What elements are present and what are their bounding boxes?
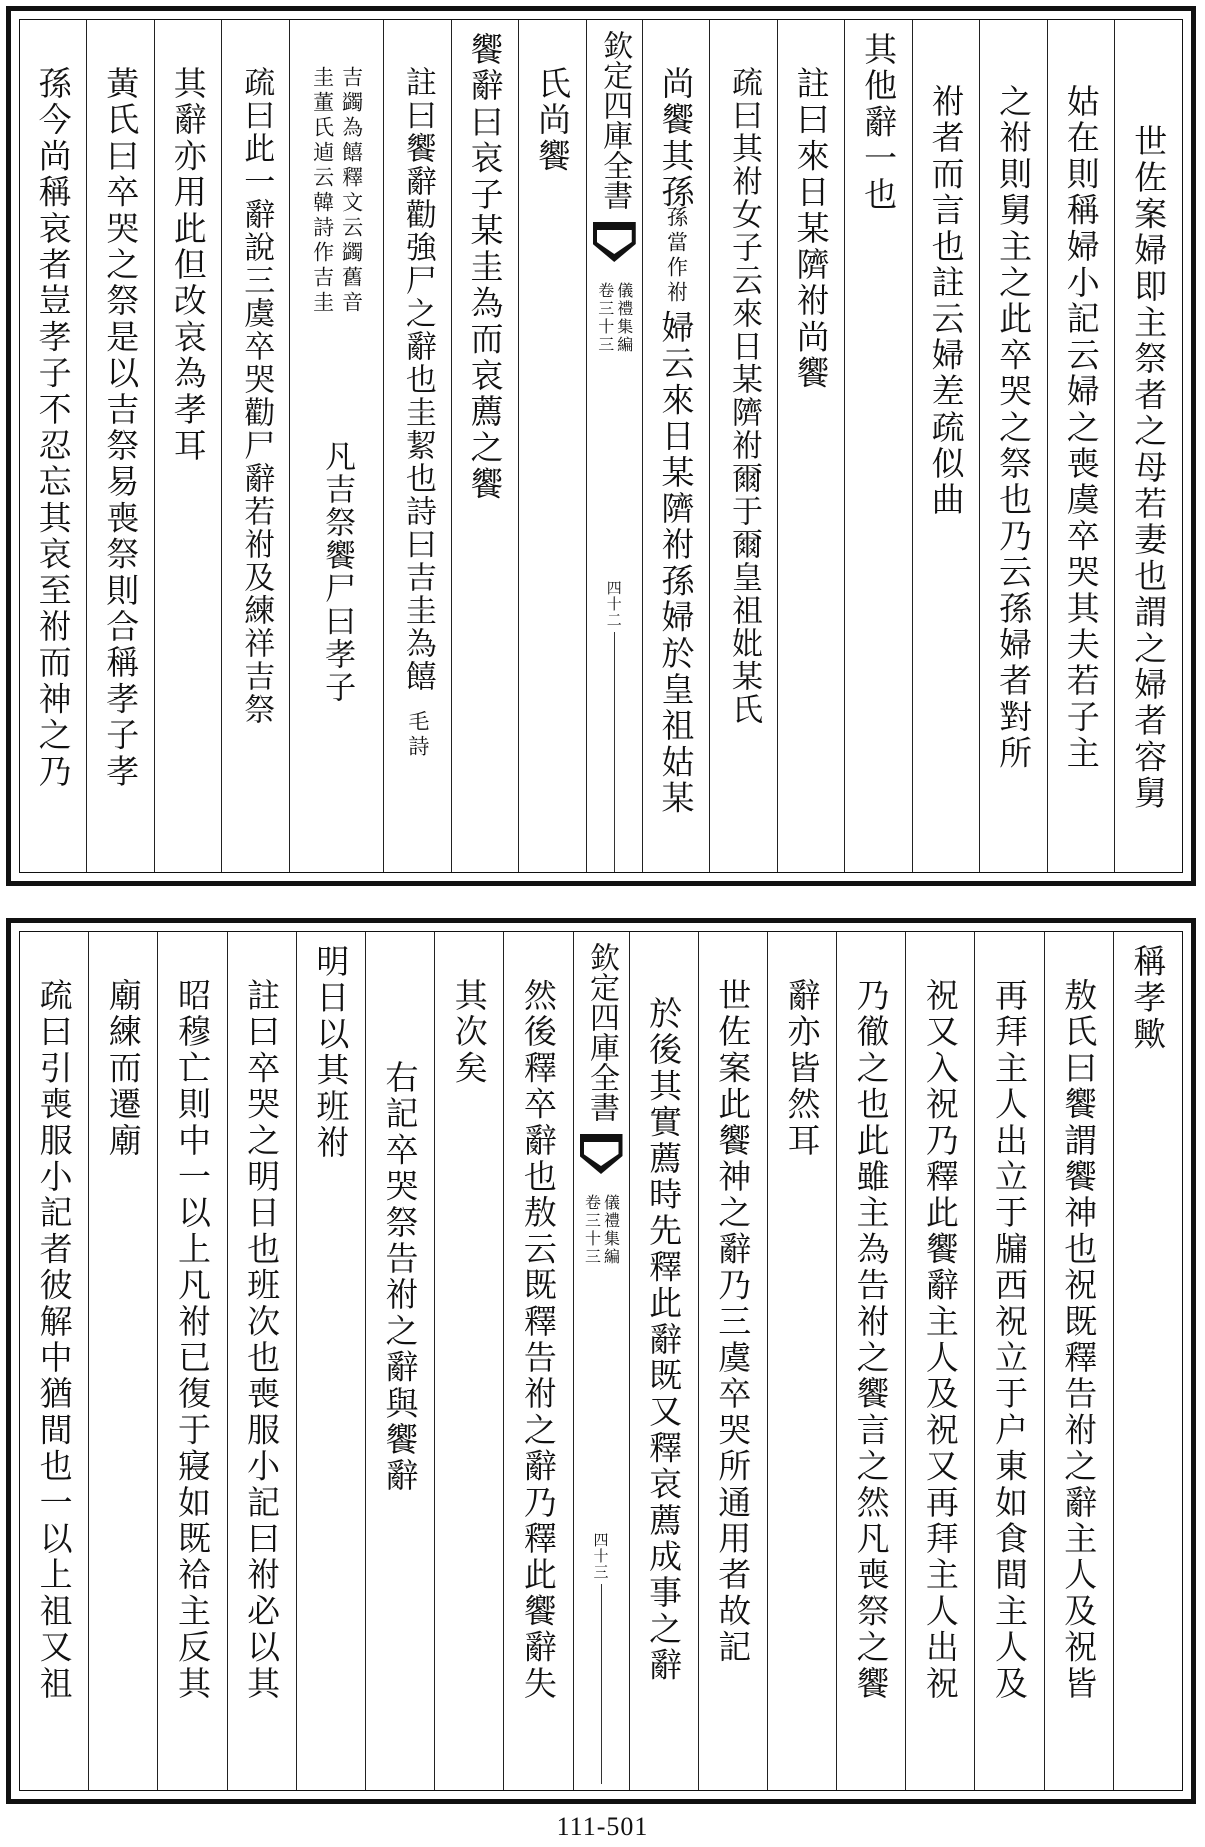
text-column	[366, 932, 435, 1790]
text-column	[778, 20, 846, 872]
page-number: 四十二	[604, 580, 623, 628]
main-text: 其次矣	[449, 978, 489, 1087]
text-column	[384, 20, 452, 872]
main-text: 註曰來日某隮祔尚饗	[791, 66, 831, 392]
text-column	[845, 20, 913, 872]
main-text: 廟練而遷廟	[103, 978, 143, 1159]
inline-note	[290, 66, 383, 316]
text-column	[913, 20, 981, 872]
collection-title: 儀禮集編	[601, 1194, 621, 1266]
text-column	[155, 20, 223, 872]
text-column	[158, 932, 227, 1790]
volume-number: 卷三十三	[582, 1194, 602, 1266]
note-text: 吉蠲為饎釋文云蠲舊音	[339, 66, 364, 316]
main-text: 於後其實薦時先釋此辭既又釋哀薦成事之辭	[644, 996, 684, 1684]
text-column	[630, 932, 699, 1790]
text-column	[1114, 932, 1182, 1790]
top-page-columns	[20, 20, 1182, 872]
spine-column	[574, 932, 630, 1790]
text-column	[504, 932, 573, 1790]
main-text: 世佐案此饗神之辭乃三虞卒哭所通用者故記	[713, 978, 753, 1666]
collection-title: 儀禮集編	[614, 282, 634, 354]
main-text: 姑在則稱婦小記云婦之喪虞卒哭其夫若子主	[1061, 84, 1101, 772]
main-text: 註曰卒哭之明日也班次也喪服小記曰祔必以其	[242, 978, 282, 1702]
main-text: 疏曰其祔女子云來日某隮祔爾于爾皇祖妣某氏	[726, 66, 763, 726]
main-text: 再拜主人出立于牖西祝立于户東如食間主人及	[990, 978, 1030, 1702]
volume-number: 卷三十三	[595, 282, 615, 354]
main-text: 饗辭曰哀子某圭為而哀薦之饗	[465, 32, 505, 503]
text-column	[89, 932, 158, 1790]
main-text: 昭穆亡則中一以上凡祔已復于寢如既祫主反其	[172, 978, 212, 1702]
text-column	[768, 932, 837, 1790]
main-text: 疏曰引喪服小記者彼解中猶間也一以上祖又祖	[34, 978, 74, 1702]
text-column	[228, 932, 297, 1790]
volume-info	[584, 1194, 619, 1266]
main-text: 氏尚饗	[532, 66, 572, 175]
book-title: 欽定四庫全書	[597, 30, 633, 210]
text-column	[837, 932, 906, 1790]
main-text: 之祔則舅主之此卒哭之祭也乃云孫婦者對所	[994, 84, 1034, 772]
inline-note	[643, 206, 710, 306]
text-column	[297, 932, 366, 1790]
top-page-frame	[19, 19, 1183, 873]
section-summary: 右記卒哭祭告祔之辭與饗辭	[380, 1060, 420, 1495]
inline-note	[384, 710, 451, 760]
bottom-page	[6, 918, 1196, 1804]
text-column	[452, 20, 520, 872]
text-column	[1048, 20, 1116, 872]
fish-tail-mark	[593, 222, 636, 262]
main-text: 乃徹之也此雖主為告祔之饗言之然凡喪祭之饗	[851, 978, 891, 1702]
text-column	[20, 20, 88, 872]
text-column	[1045, 932, 1114, 1790]
main-text: 婦云來日某隮祔孫婦於皇祖姑某	[656, 310, 696, 817]
main-text: 註曰饗辭勸強尸之辭也圭絜也詩曰吉圭為饎	[399, 66, 436, 693]
main-text: 世佐案婦即主祭者之母若妻也謂之婦者容舅	[1129, 124, 1169, 812]
main-text: 敖氏曰饗謂饗神也祝既釋告祔之辭主人及祝皆	[1059, 978, 1099, 1702]
page-number: 四十三	[591, 1532, 610, 1580]
main-text: 祔者而言也註云婦差疏似曲	[926, 84, 966, 519]
note-text: 圭董氏逌云韓詩作吉圭	[310, 66, 335, 316]
text-column	[20, 932, 89, 1790]
main-text: 然後釋卒辭也敖云既釋告祔之辭乃釋此饗辭失	[518, 978, 558, 1702]
volume-info	[597, 282, 632, 354]
text-column	[519, 20, 587, 872]
main-text: 疏曰此一辭說三虞卒哭勸尸辭若祔及練祥吉祭	[238, 66, 275, 726]
text-column	[980, 20, 1048, 872]
main-text: 其辭亦用此但改哀為孝耳	[168, 66, 208, 465]
text-column	[87, 20, 155, 872]
main-text: 凡吉祭饗尸曰孝子	[319, 440, 356, 704]
text-column	[906, 932, 975, 1790]
main-text: 辭亦皆然耳	[782, 978, 822, 1159]
bottom-page-columns	[20, 932, 1182, 1790]
spine-column	[587, 20, 643, 872]
heading-text: 其他辭一也	[859, 32, 899, 213]
main-text: 孫今尚稱哀者豈孝子不忍忘其哀至祔而神之乃	[33, 66, 73, 790]
note-text: 孫當作祔	[664, 206, 689, 306]
spine-rule	[614, 632, 615, 872]
main-text: 黃氏曰卒哭之祭是以吉祭易喪祭則合稱孝子孝	[101, 66, 141, 790]
text-column	[290, 20, 384, 872]
spine-rule	[601, 1584, 602, 1784]
main-text: 稱孝歟	[1128, 944, 1168, 1053]
text-column	[710, 20, 778, 872]
bottom-page-frame	[19, 931, 1183, 1791]
text-column	[222, 20, 290, 872]
text-column	[975, 932, 1044, 1790]
text-column	[699, 932, 768, 1790]
fish-tail-mark	[580, 1134, 623, 1174]
text-column	[643, 20, 711, 872]
top-page	[6, 6, 1196, 886]
heading-text: 明日以其班祔	[311, 944, 351, 1162]
page-footer-label: 111-501	[556, 1812, 649, 1841]
main-text: 祝又入祝乃釋此饗辭主人及祝又再拜主人出祝	[920, 978, 960, 1702]
text-column	[1115, 20, 1182, 872]
book-title: 欽定四庫全書	[584, 942, 619, 1122]
text-column	[435, 932, 504, 1790]
main-text: 尚饗其孫	[656, 66, 696, 211]
note-text: 毛詩	[405, 710, 430, 760]
